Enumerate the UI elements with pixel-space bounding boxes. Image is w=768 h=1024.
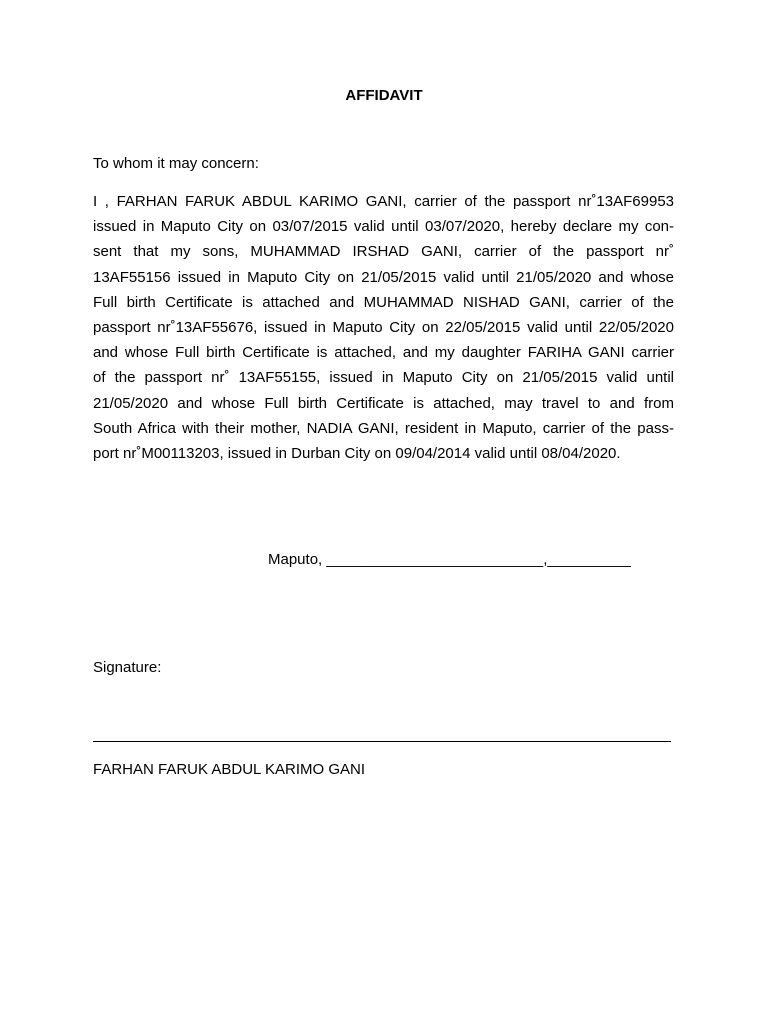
- document-title: AFFIDAVIT: [345, 87, 423, 104]
- signer-name: FARHAN FARUK ABDUL KARIMO GANI: [93, 761, 365, 778]
- body-line: I , FARHAN FARUK ABDUL KARIMO GANI, carrier of the passport nr˚13AF69953: [93, 193, 674, 210]
- body-line: 13AF55156 issued in Maputo City on 21/05/2015 valid until 21/05/2020 and whose: [93, 268, 674, 286]
- signature-line: [93, 741, 671, 742]
- greeting: To whom it may concern:: [93, 155, 259, 172]
- affidavit-body: [93, 189, 674, 466]
- signature-label: Signature:: [93, 659, 162, 676]
- body-line: sent that my sons, MUHAMMAD IRSHAD GANI, carrier of the passport nr˚: [93, 243, 674, 261]
- body-line: passport nr˚13AF55676, issued in Maputo City on 22/05/2015 valid until 22/05/2020: [93, 319, 674, 337]
- body-line: 21/05/2020 and whose Full birth Certificate is attached, may travel to and from: [93, 394, 674, 412]
- body-line: Full birth Certificate is attached and MUHAMMAD NISHAD GANI, carrier of the: [93, 293, 674, 311]
- body-line: South Africa with their mother, NADIA GANI, resident in Maputo, carrier of the pass-: [93, 419, 674, 437]
- place-date-line: Maputo, __________________________,__________: [268, 551, 631, 568]
- body-line: and whose Full birth Certificate is attached, and my daughter FARIHA GANI carrier: [93, 344, 674, 362]
- body-line: issued in Maputo City on 03/07/2015 valid until 03/07/2020, hereby declare my con-: [93, 218, 674, 236]
- body-line: port nr˚M00113203, issued in Durban City on 09/04/2014 valid until 08/04/2020.: [93, 445, 621, 463]
- body-line: of the passport nr˚ 13AF55155, issued in Maputo City on 21/05/2015 valid until: [93, 369, 674, 387]
